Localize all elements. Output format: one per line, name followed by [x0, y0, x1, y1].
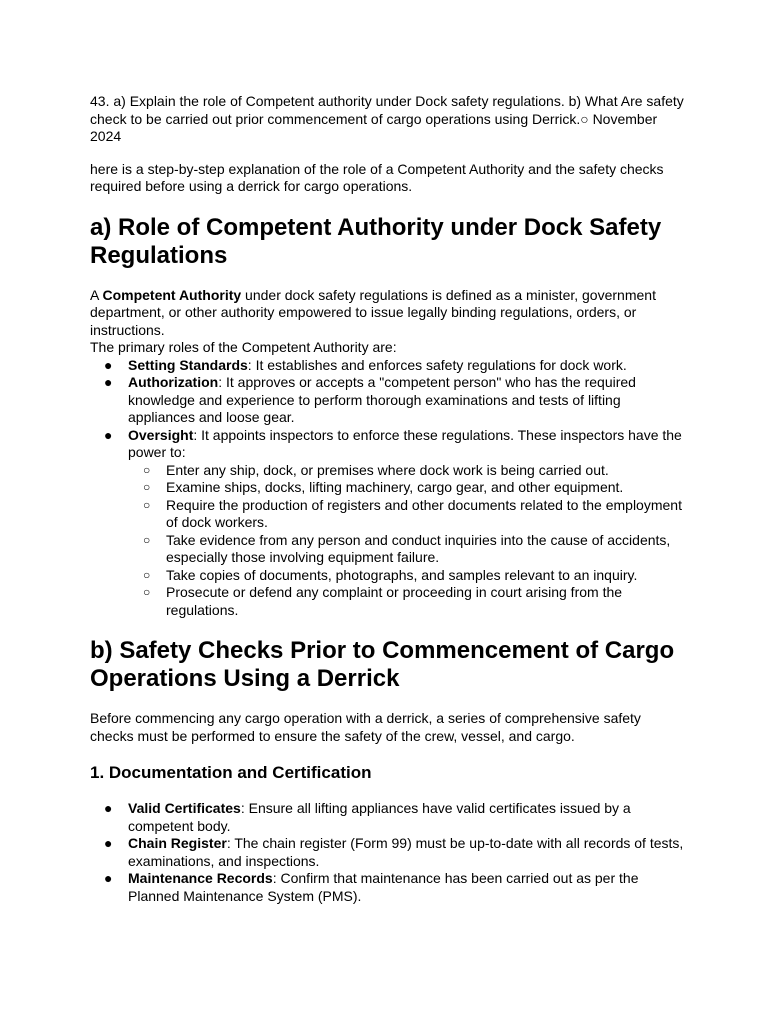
- inspector-powers-list: [128, 462, 688, 620]
- circle-bullet-icon: ○: [143, 462, 151, 477]
- question-text: 43. a) Explain the role of Competent authority under Dock safety regulations. b) What Are safety check to be carried out prior commencement of cargo operations using Derrick.○ November 2024: [90, 93, 684, 144]
- list-item: [90, 357, 688, 375]
- bullet-icon: ●: [104, 426, 113, 443]
- check-text: : Ensure all lifting appliances have valid certificates issued by a competent body.: [128, 800, 631, 834]
- list-item: [128, 532, 688, 567]
- role-term: Setting Standards: [128, 356, 248, 373]
- bullet-icon: ●: [104, 835, 113, 851]
- documentation-subheading: 1. Documentation and Certification: [90, 763, 372, 782]
- list-item: [90, 427, 688, 620]
- list-item: [90, 835, 688, 870]
- definition-prefix: A: [90, 286, 103, 303]
- list-item: [90, 374, 688, 427]
- power-text: Examine ships, docks, lifting machinery, cargo gear, and other equipment.: [166, 479, 624, 495]
- bullet-icon: ●: [104, 800, 113, 816]
- section-b-heading: b) Safety Checks Prior to Commencement of Cargo Operations Using a Derrick: [90, 637, 675, 692]
- competent-authority-definition: [90, 287, 688, 340]
- intro-text: here is a step-by-step explanation of the role of a Competent Authority and the safety checks required before using a derrick for cargo operations.: [90, 160, 664, 194]
- list-item: [90, 800, 688, 835]
- check-term: Chain Register: [128, 835, 227, 851]
- list-item: [128, 567, 688, 585]
- power-text: Enter any ship, dock, or premises where dock work is being carried out.: [166, 461, 609, 478]
- bullet-icon: ●: [104, 356, 113, 373]
- role-term: Authorization: [128, 374, 219, 390]
- bullet-icon: ●: [104, 374, 113, 390]
- list-item: [128, 497, 688, 532]
- section-a-heading: a) Role of Competent Authority under Dock Safety Regulations: [90, 213, 662, 269]
- power-text: Prosecute or defend any complaint or proceeding in court arising from the regulations.: [166, 584, 623, 618]
- definition-rest: under dock safety regulations is defined as a minister, government department, or other authority empowered to issue legally binding regulations, orders, or instructions.: [90, 286, 656, 338]
- list-item: [128, 479, 688, 497]
- list-item: [128, 462, 688, 480]
- power-text: Take copies of documents, photographs, and samples relevant to an inquiry.: [166, 566, 638, 583]
- roles-intro: The primary roles of the Competent Authority are:: [90, 339, 397, 355]
- check-term: Valid Certificates: [128, 800, 241, 816]
- bullet-icon: ●: [104, 870, 113, 886]
- role-term: Oversight: [128, 426, 194, 443]
- circle-bullet-icon: ○: [143, 480, 151, 494]
- role-text: : It appoints inspectors to enforce these regulations. These inspectors have the power to:: [128, 426, 682, 460]
- documentation-list: [90, 800, 688, 905]
- check-text: : Confirm that maintenance has been carried out as per the Planned Maintenance System (PMS).: [128, 870, 639, 904]
- roles-list: [90, 357, 688, 620]
- power-text: Require the production of registers and other documents related to the employment of dock workers.: [166, 496, 682, 530]
- check-term: Maintenance Records: [128, 870, 273, 886]
- list-item: [128, 584, 688, 619]
- circle-bullet-icon: ○: [143, 585, 151, 599]
- role-text: : It approves or accepts a "competent person" who has the required knowledge and experience to perform thorough examinations and tests of lifting appliances and loose gear.: [128, 374, 636, 425]
- list-item: [90, 870, 688, 905]
- check-text: : The chain register (Form 99) must be up-to-date with all records of tests, examinations, and inspections.: [128, 835, 684, 869]
- power-text: Take evidence from any person and conduct inquiries into the cause of accidents, especially those involving equipment failure.: [166, 531, 671, 565]
- circle-bullet-icon: ○: [143, 497, 151, 512]
- circle-bullet-icon: ○: [143, 532, 151, 547]
- section-b-intro: Before commencing any cargo operation with a derrick, a series of comprehensive safety checks must be performed to ensure the safety of the crew, vessel, and cargo.: [90, 710, 641, 744]
- circle-bullet-icon: ○: [143, 567, 151, 582]
- definition-term: Competent Authority: [102, 286, 242, 303]
- role-text: : It establishes and enforces safety regulations for dock work.: [247, 356, 627, 373]
